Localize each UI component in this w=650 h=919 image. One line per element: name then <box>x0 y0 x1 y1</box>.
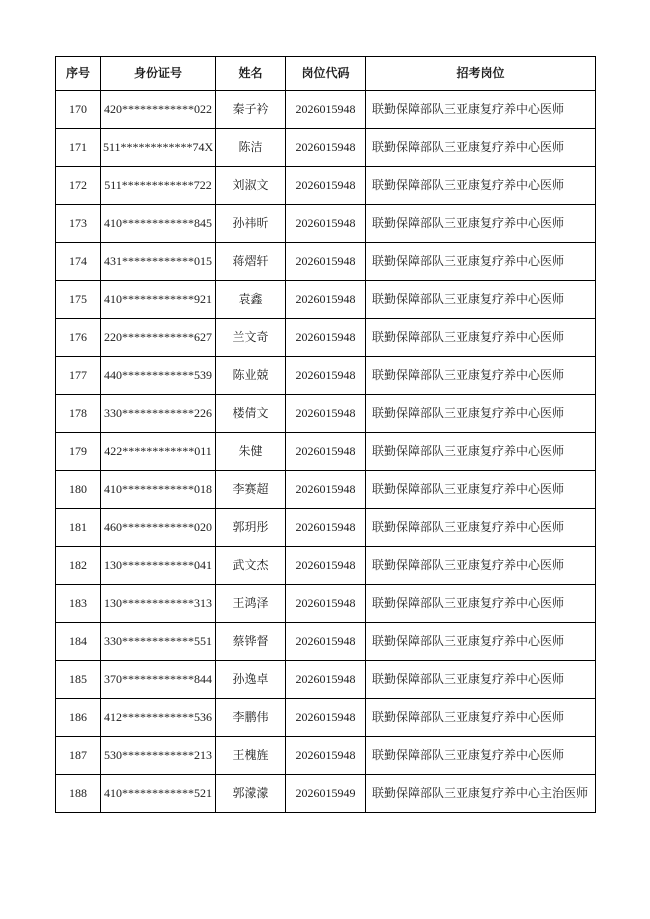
cell-job-code: 2026015948 <box>286 547 366 585</box>
table-row <box>56 737 596 775</box>
cell-name: 袁鑫 <box>216 281 286 319</box>
cell-name: 李赛超 <box>216 471 286 509</box>
cell-id-number: 511************722 <box>101 167 216 205</box>
cell-id-number: 130************041 <box>101 547 216 585</box>
cell-id-number: 422************011 <box>101 433 216 471</box>
table-row <box>56 167 596 205</box>
cell-job-code: 2026015948 <box>286 357 366 395</box>
cell-id-number: 511************74X <box>101 129 216 167</box>
cell-job-code: 2026015948 <box>286 471 366 509</box>
cell-id-number: 410************018 <box>101 471 216 509</box>
cell-job-title: 联勤保障部队三亚康复疗养中心医师 <box>366 471 596 509</box>
cell-job-title: 联勤保障部队三亚康复疗养中心医师 <box>366 205 596 243</box>
cell-name: 兰文奇 <box>216 319 286 357</box>
cell-name: 陈业兢 <box>216 357 286 395</box>
cell-job-title: 联勤保障部队三亚康复疗养中心医师 <box>366 699 596 737</box>
cell-serial-number: 177 <box>56 357 101 395</box>
cell-job-code: 2026015948 <box>286 585 366 623</box>
header-job-title: 招考岗位 <box>366 57 596 91</box>
cell-job-code: 2026015948 <box>286 433 366 471</box>
cell-serial-number: 185 <box>56 661 101 699</box>
header-serial-number: 序号 <box>56 57 101 91</box>
table-row <box>56 623 596 661</box>
cell-job-code: 2026015948 <box>286 623 366 661</box>
cell-job-title: 联勤保障部队三亚康复疗养中心医师 <box>366 129 596 167</box>
cell-name: 王鸿泽 <box>216 585 286 623</box>
cell-job-code: 2026015948 <box>286 91 366 129</box>
table-row <box>56 509 596 547</box>
table-row <box>56 395 596 433</box>
cell-job-title: 联勤保障部队三亚康复疗养中心医师 <box>366 585 596 623</box>
table-row <box>56 585 596 623</box>
cell-job-title: 联勤保障部队三亚康复疗养中心医师 <box>366 737 596 775</box>
cell-job-title: 联勤保障部队三亚康复疗养中心医师 <box>366 509 596 547</box>
cell-job-code: 2026015948 <box>286 205 366 243</box>
table-head <box>56 57 596 91</box>
cell-name: 秦子衿 <box>216 91 286 129</box>
cell-job-title: 联勤保障部队三亚康复疗养中心医师 <box>366 281 596 319</box>
cell-job-title: 联勤保障部队三亚康复疗养中心医师 <box>366 243 596 281</box>
header-job-code: 岗位代码 <box>286 57 366 91</box>
cell-name: 郭玥彤 <box>216 509 286 547</box>
cell-job-title: 联勤保障部队三亚康复疗养中心医师 <box>366 167 596 205</box>
cell-id-number: 431************015 <box>101 243 216 281</box>
cell-job-title: 联勤保障部队三亚康复疗养中心医师 <box>366 547 596 585</box>
cell-id-number: 330************551 <box>101 623 216 661</box>
table-row <box>56 433 596 471</box>
cell-serial-number: 178 <box>56 395 101 433</box>
cell-job-title: 联勤保障部队三亚康复疗养中心主治医师 <box>366 775 596 813</box>
cell-id-number: 370************844 <box>101 661 216 699</box>
cell-job-code: 2026015948 <box>286 509 366 547</box>
table-row <box>56 91 596 129</box>
cell-id-number: 412************536 <box>101 699 216 737</box>
cell-job-code: 2026015949 <box>286 775 366 813</box>
table-row <box>56 547 596 585</box>
cell-name: 郭濛濛 <box>216 775 286 813</box>
cell-serial-number: 176 <box>56 319 101 357</box>
cell-name: 孙逸卓 <box>216 661 286 699</box>
cell-job-title: 联勤保障部队三亚康复疗养中心医师 <box>366 319 596 357</box>
header-name: 姓名 <box>216 57 286 91</box>
cell-id-number: 130************313 <box>101 585 216 623</box>
cell-serial-number: 181 <box>56 509 101 547</box>
cell-serial-number: 186 <box>56 699 101 737</box>
cell-job-code: 2026015948 <box>286 661 366 699</box>
cell-serial-number: 174 <box>56 243 101 281</box>
table-row <box>56 471 596 509</box>
cell-id-number: 220************627 <box>101 319 216 357</box>
cell-job-code: 2026015948 <box>286 737 366 775</box>
cell-id-number: 530************213 <box>101 737 216 775</box>
cell-job-title: 联勤保障部队三亚康复疗养中心医师 <box>366 661 596 699</box>
cell-name: 王槐旌 <box>216 737 286 775</box>
cell-id-number: 460************020 <box>101 509 216 547</box>
table-row <box>56 281 596 319</box>
cell-name: 陈洁 <box>216 129 286 167</box>
table-body <box>56 91 596 813</box>
cell-name: 楼倩文 <box>216 395 286 433</box>
cell-serial-number: 183 <box>56 585 101 623</box>
cell-serial-number: 173 <box>56 205 101 243</box>
cell-serial-number: 187 <box>56 737 101 775</box>
cell-serial-number: 182 <box>56 547 101 585</box>
cell-id-number: 440************539 <box>101 357 216 395</box>
table-header-row <box>56 57 596 91</box>
header-id-number: 身份证号 <box>101 57 216 91</box>
cell-serial-number: 179 <box>56 433 101 471</box>
cell-name: 刘淑文 <box>216 167 286 205</box>
cell-id-number: 410************845 <box>101 205 216 243</box>
cell-serial-number: 180 <box>56 471 101 509</box>
cell-serial-number: 172 <box>56 167 101 205</box>
cell-job-code: 2026015948 <box>286 281 366 319</box>
cell-name: 朱健 <box>216 433 286 471</box>
cell-id-number: 420************022 <box>101 91 216 129</box>
cell-serial-number: 171 <box>56 129 101 167</box>
table-row <box>56 205 596 243</box>
table-row <box>56 319 596 357</box>
table-row <box>56 243 596 281</box>
cell-serial-number: 175 <box>56 281 101 319</box>
cell-name: 李鹏伟 <box>216 699 286 737</box>
cell-job-title: 联勤保障部队三亚康复疗养中心医师 <box>366 623 596 661</box>
table-row <box>56 699 596 737</box>
recruitment-roster-table <box>55 56 596 813</box>
cell-job-code: 2026015948 <box>286 319 366 357</box>
cell-job-code: 2026015948 <box>286 243 366 281</box>
cell-job-title: 联勤保障部队三亚康复疗养中心医师 <box>366 91 596 129</box>
cell-job-code: 2026015948 <box>286 167 366 205</box>
cell-job-title: 联勤保障部队三亚康复疗养中心医师 <box>366 433 596 471</box>
cell-job-title: 联勤保障部队三亚康复疗养中心医师 <box>366 395 596 433</box>
cell-name: 蒋熠轩 <box>216 243 286 281</box>
cell-name: 孙祎昕 <box>216 205 286 243</box>
cell-job-code: 2026015948 <box>286 129 366 167</box>
table-row <box>56 129 596 167</box>
cell-serial-number: 184 <box>56 623 101 661</box>
cell-job-code: 2026015948 <box>286 395 366 433</box>
cell-job-code: 2026015948 <box>286 699 366 737</box>
table-row <box>56 661 596 699</box>
cell-serial-number: 170 <box>56 91 101 129</box>
cell-name: 蔡铧督 <box>216 623 286 661</box>
cell-id-number: 330************226 <box>101 395 216 433</box>
cell-serial-number: 188 <box>56 775 101 813</box>
cell-id-number: 410************521 <box>101 775 216 813</box>
table-row <box>56 775 596 813</box>
cell-id-number: 410************921 <box>101 281 216 319</box>
cell-job-title: 联勤保障部队三亚康复疗养中心医师 <box>366 357 596 395</box>
cell-name: 武文杰 <box>216 547 286 585</box>
table-row <box>56 357 596 395</box>
